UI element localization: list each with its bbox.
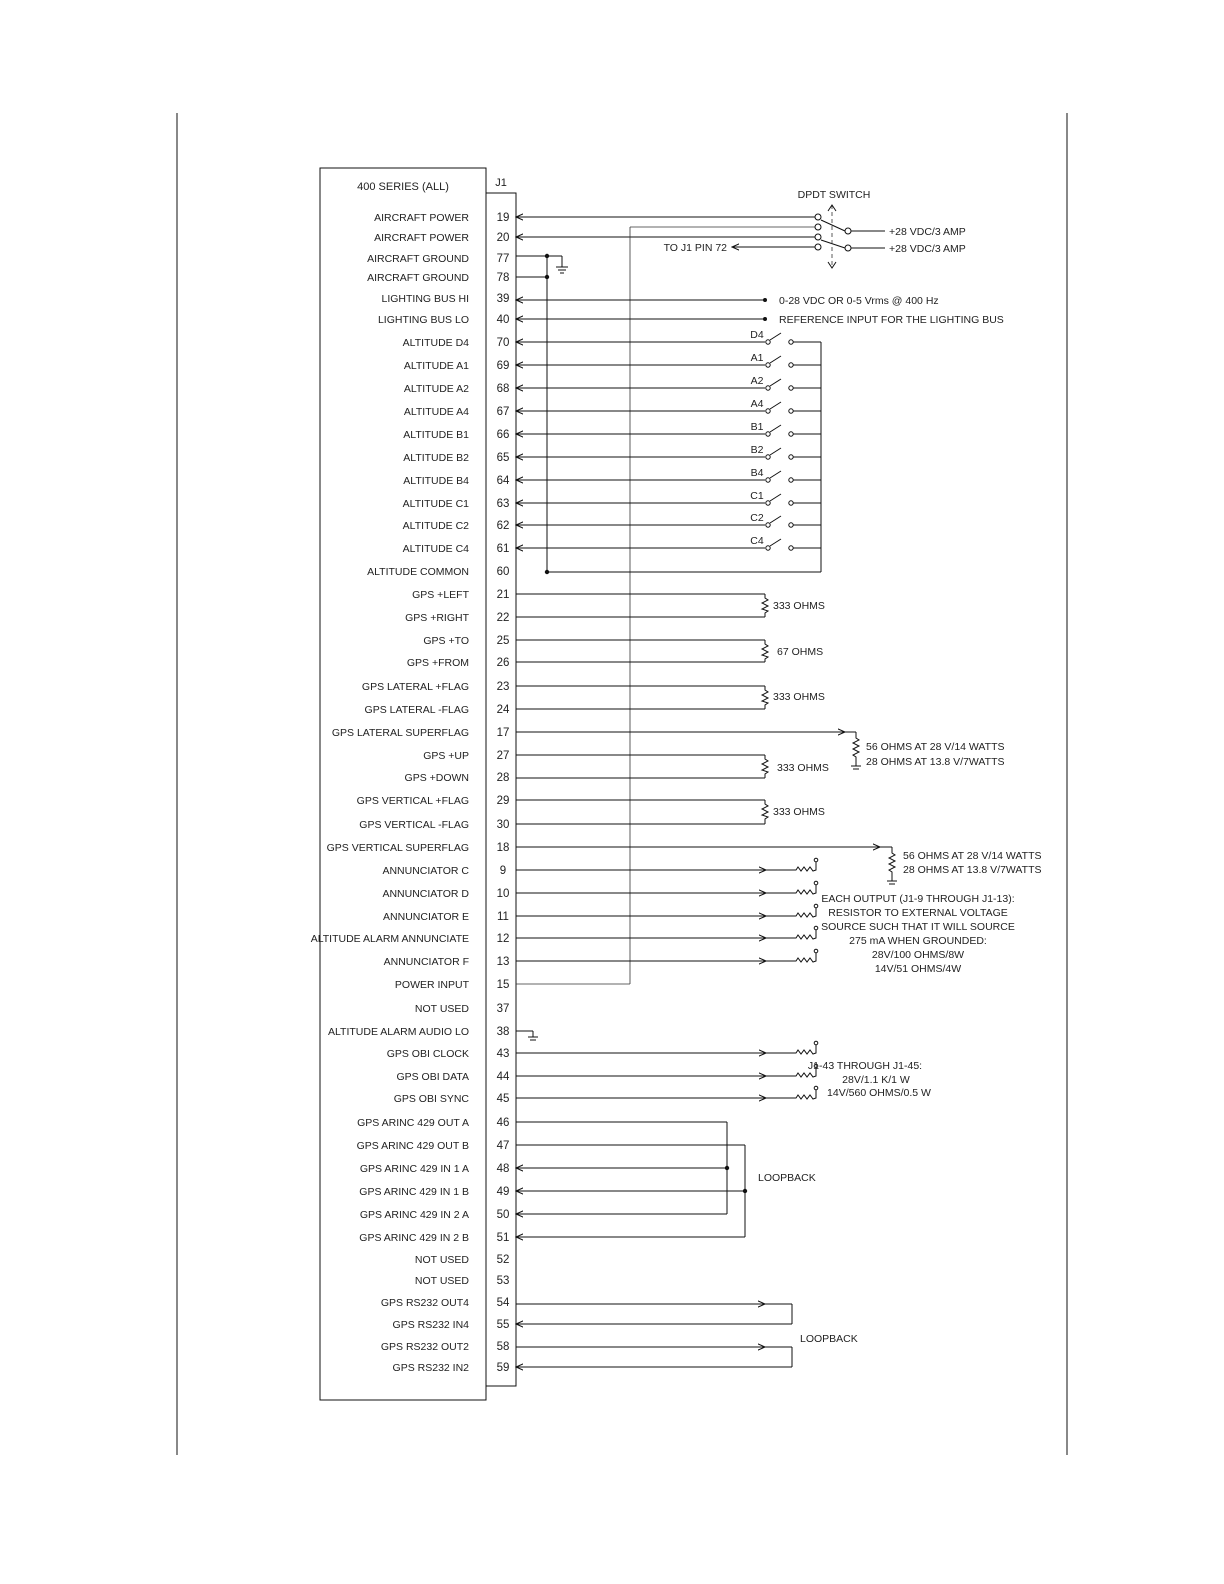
altitude-switch-label: A2 xyxy=(750,375,764,387)
pin-signal-label: GPS OBI CLOCK xyxy=(386,1048,469,1060)
pin-signal-label: GPS ARINC 429 IN 1 A xyxy=(359,1163,469,1175)
pin-number: 18 xyxy=(496,842,510,854)
vertical-superflag-note-2: 28 OHMS AT 13.8 V/7WATTS xyxy=(903,864,1042,876)
obi-note-line: 28V/1.1 K/1 W xyxy=(842,1074,910,1086)
switch-contact xyxy=(789,478,793,482)
pin-number: 70 xyxy=(496,337,510,349)
pin-number: 21 xyxy=(496,589,510,601)
pin-number: 58 xyxy=(496,1341,510,1353)
supply-2-label: +28 VDC/3 AMP xyxy=(889,243,966,255)
switch-contact xyxy=(766,501,770,505)
switch-blade xyxy=(770,516,781,523)
pin-number: 25 xyxy=(496,635,510,647)
rs232-loopback xyxy=(516,1304,858,1367)
supply-1-label: +28 VDC/3 AMP xyxy=(889,226,966,238)
pin-signal-label: NOT USED xyxy=(414,1254,469,1266)
annunciator-note-line: EACH OUTPUT (J1-9 THROUGH J1-13): xyxy=(821,893,1015,905)
pin-number: 43 xyxy=(496,1048,510,1060)
obi-outputs xyxy=(516,1041,818,1099)
altitude-switch-label: A1 xyxy=(750,352,764,364)
pin-signal-label: ANNUNCIATOR C xyxy=(382,865,469,877)
pin-signal-label: ANNUNCIATOR D xyxy=(382,888,469,900)
arinc-loopback-label: LOOPBACK xyxy=(758,1172,816,1184)
annunciator-source-terminal xyxy=(814,881,818,885)
pin-signal-label: ALTITUDE A1 xyxy=(403,360,469,372)
pin-number: 65 xyxy=(496,452,510,464)
pin-signal-label: GPS RS232 OUT2 xyxy=(380,1341,469,1353)
dpdt-switch-label: DPDT SWITCH xyxy=(797,189,871,201)
altitude-switch-label: B4 xyxy=(750,467,764,479)
pin-number: 50 xyxy=(496,1209,510,1221)
pin-number: 78 xyxy=(496,272,510,284)
annunciator-resistor xyxy=(766,862,816,871)
pin-number: 22 xyxy=(496,612,510,624)
resistor-lateral-flag-label: 333 OHMS xyxy=(773,691,825,703)
switch-contact xyxy=(766,363,770,367)
switch-contact xyxy=(789,501,793,505)
pin-signal-label: GPS +UP xyxy=(423,750,469,762)
switch-contact xyxy=(815,214,821,220)
switch-contact xyxy=(789,409,793,413)
pin-number: 69 xyxy=(496,360,510,372)
lighting-hi-note: 0-28 VDC OR 0-5 Vrms @ 400 Hz xyxy=(779,295,939,307)
rs232-loopback-label: LOOPBACK xyxy=(800,1333,858,1345)
pin-signal-label: GPS ARINC 429 OUT B xyxy=(356,1140,469,1152)
pin-signal-label: GPS +TO xyxy=(423,635,469,647)
switch-blade xyxy=(770,539,781,546)
switch-contact xyxy=(815,224,821,230)
pin-number: 45 xyxy=(496,1093,510,1105)
annunciator-note-line: SOURCE SUCH THAT IT WILL SOURCE xyxy=(821,921,1015,933)
pin-signal-label: ALTITUDE B4 xyxy=(403,475,469,487)
pin-number: 60 xyxy=(496,566,510,578)
obi-note xyxy=(808,1060,931,1099)
pin-number: 15 xyxy=(496,979,510,991)
pin-number: 62 xyxy=(496,520,510,532)
pin-signal-label: LIGHTING BUS LO xyxy=(377,314,469,326)
annunciator-source-terminal xyxy=(814,926,818,930)
alarm-audio-ground xyxy=(516,1031,538,1040)
pin-number: 9 xyxy=(499,865,507,877)
switch-contact xyxy=(789,432,793,436)
resistor-to-from-label: 67 OHMS xyxy=(777,646,824,658)
altitude-switch-label: B1 xyxy=(750,421,764,433)
obi-resistor xyxy=(766,1045,816,1054)
pin-number: 12 xyxy=(496,933,510,945)
switch-contact xyxy=(789,523,793,527)
switch-contact xyxy=(766,432,770,436)
switch-contact xyxy=(789,386,793,390)
ground-bus xyxy=(516,254,568,574)
pin-signal-label: ALTITUDE ALARM AUDIO LO xyxy=(327,1026,469,1038)
pin-number: 11 xyxy=(497,911,509,923)
pin-signal-label: GPS ARINC 429 IN 2 A xyxy=(359,1209,469,1221)
pin-signal-label: ALTITUDE B2 xyxy=(403,452,469,464)
pin-signal-label: ANNUNCIATOR E xyxy=(383,911,469,923)
pin-number: 39 xyxy=(496,293,510,305)
switch-blade xyxy=(770,402,781,409)
pin-signal-label: ALTITUDE C4 xyxy=(402,543,469,555)
pin-signal-label: POWER INPUT xyxy=(394,979,469,991)
pin-signal-label: ANNUNCIATOR F xyxy=(383,956,469,968)
annunciator-note-line: 275 mA WHEN GROUNDED: xyxy=(849,935,987,947)
switch-blade xyxy=(770,494,781,501)
power-circuit xyxy=(516,189,966,984)
connector-label: J1 xyxy=(495,177,507,189)
switch-contact xyxy=(766,386,770,390)
switch-blade xyxy=(770,379,781,386)
switch-contact xyxy=(766,455,770,459)
pin-number: 55 xyxy=(496,1319,510,1331)
vertical-superflag-note-1: 56 OHMS AT 28 V/14 WATTS xyxy=(903,850,1042,862)
lighting-circuit xyxy=(516,295,1004,326)
pin-number: 53 xyxy=(496,1275,510,1287)
resistor-to-from xyxy=(516,640,823,662)
switch-pole xyxy=(845,228,851,234)
altitude-switch-label: B2 xyxy=(750,444,764,456)
pin-number: 47 xyxy=(496,1140,510,1152)
pin-signal-label: AIRCRAFT POWER xyxy=(374,212,469,224)
junction-dot xyxy=(545,275,549,279)
to-pin-72-label: TO J1 PIN 72 xyxy=(663,242,727,254)
pin-number: 28 xyxy=(496,772,510,784)
switch-contact xyxy=(789,340,793,344)
resistor-vertical-flag-label: 333 OHMS xyxy=(773,806,825,818)
pin-number: 46 xyxy=(496,1117,510,1129)
pin-number: 63 xyxy=(496,498,510,510)
pin-signal-label: AIRCRAFT POWER xyxy=(374,232,469,244)
pin-signal-label: ALTITUDE COMMON xyxy=(367,566,469,578)
obi-note-line: 14V/560 OHMS/0.5 W xyxy=(827,1087,931,1099)
obi-source-terminal xyxy=(814,1086,818,1090)
pin-signal-label: LIGHTING BUS HI xyxy=(381,293,469,305)
obi-note-line: J1-43 THROUGH J1-45: xyxy=(807,1060,923,1072)
pin-signal-label: GPS +RIGHT xyxy=(405,612,469,624)
lateral-superflag-note-2: 28 OHMS AT 13.8 V/7WATTS xyxy=(866,756,1005,768)
pin-number: 24 xyxy=(496,704,510,716)
pin-signal-label: ALTITUDE C1 xyxy=(402,498,469,510)
pin-signal-label: GPS OBI SYNC xyxy=(393,1093,469,1105)
altitude-switch-label: A4 xyxy=(750,398,764,410)
lateral-superflag-note-1: 56 OHMS AT 28 V/14 WATTS xyxy=(866,741,1005,753)
switch-pole xyxy=(845,245,851,251)
switch-blade xyxy=(770,448,781,455)
switch-contact xyxy=(789,546,793,550)
pin-signal-label: GPS +FROM xyxy=(406,657,469,669)
pin-signal-label: NOT USED xyxy=(414,1275,469,1287)
annunciator-note-line: RESISTOR TO EXTERNAL VOLTAGE xyxy=(828,907,1008,919)
switch-contact xyxy=(789,455,793,459)
pin-number: 44 xyxy=(496,1071,510,1083)
pin-signal-label: ALTITUDE A4 xyxy=(403,406,469,418)
pin-number: 67 xyxy=(496,406,510,418)
annunciator-resistor xyxy=(766,908,816,917)
pin-signal-label: ALTITUDE B1 xyxy=(403,429,469,441)
pin-signal-label: GPS RS232 OUT4 xyxy=(380,1297,469,1309)
obi-resistor xyxy=(766,1090,816,1099)
altitude-switch-label: D4 xyxy=(750,329,764,341)
pin-number: 30 xyxy=(496,819,510,831)
pin-number: 49 xyxy=(496,1186,510,1198)
pin-number: 27 xyxy=(496,750,510,762)
pin-number: 68 xyxy=(496,383,510,395)
altitude-switch-label: C4 xyxy=(750,535,764,547)
pin-number: 23 xyxy=(496,681,510,693)
resistor-up-down xyxy=(516,755,829,778)
pin-signal-label: GPS ARINC 429 IN 1 B xyxy=(359,1186,469,1198)
resistor-vertical-flag xyxy=(516,800,825,824)
junction-dot xyxy=(545,254,549,258)
annunciator-resistor xyxy=(766,885,816,894)
pin-signal-label: GPS LATERAL SUPERFLAG xyxy=(331,727,469,739)
pin-signal-label: GPS ARINC 429 OUT A xyxy=(357,1117,469,1129)
altitude-switch-label: C1 xyxy=(750,490,764,502)
annunciator-outputs xyxy=(516,858,818,962)
pin-signal-label: ALTITUDE C2 xyxy=(402,520,469,532)
pin-signal-label: ALTITUDE D4 xyxy=(402,337,469,349)
pin-number: 17 xyxy=(496,727,510,739)
annunciator-note-line: 28V/100 OHMS/8W xyxy=(871,949,965,961)
pin-number: 37 xyxy=(496,1003,510,1015)
pin-signal-label: ALTITUDE ALARM ANNUNCIATE xyxy=(310,933,469,945)
arinc-loopback xyxy=(516,1122,816,1237)
resistor-up-down-label: 333 OHMS xyxy=(777,762,829,774)
annunciator-source-terminal xyxy=(814,858,818,862)
switch-contact xyxy=(815,234,821,240)
pin-number: 59 xyxy=(496,1362,510,1374)
pin-number: 48 xyxy=(496,1163,510,1175)
unit-title: 400 SERIES (ALL) xyxy=(357,181,449,193)
resistor-left-right-label: 333 OHMS xyxy=(773,600,825,612)
switch-contact xyxy=(766,478,770,482)
pin-number: 54 xyxy=(496,1297,510,1309)
pin-number: 40 xyxy=(496,314,510,326)
switch-contact xyxy=(766,546,770,550)
pin-signal-label: GPS RS232 IN4 xyxy=(392,1319,469,1331)
pin-number: 19 xyxy=(496,212,510,224)
pin-signal-label: AIRCRAFT GROUND xyxy=(367,253,469,265)
switch-contact xyxy=(766,523,770,527)
switch-blade xyxy=(770,333,781,340)
pin-signal-label: AIRCRAFT GROUND xyxy=(367,272,469,284)
annunciator-resistor xyxy=(766,953,816,962)
annunciator-note-line: 14V/51 OHMS/4W xyxy=(874,963,962,975)
switch-contact xyxy=(766,409,770,413)
pin-signal-label: GPS RS232 IN2 xyxy=(392,1362,469,1374)
pin-number: 26 xyxy=(496,657,510,669)
switch-blade xyxy=(770,425,781,432)
pin-signal-label: GPS +LEFT xyxy=(412,589,469,601)
annunciator-note xyxy=(821,893,1015,975)
lateral-superflag-load xyxy=(516,732,1005,769)
pin-signal-label: GPS VERTICAL +FLAG xyxy=(356,795,469,807)
pin-number: 51 xyxy=(496,1232,510,1244)
switch-contact xyxy=(815,244,821,250)
annunciator-source-terminal xyxy=(814,904,818,908)
pin-number: 13 xyxy=(496,956,510,968)
pin-number: 61 xyxy=(496,543,510,555)
switch-blade xyxy=(770,356,781,363)
pin-signal-label: GPS +DOWN xyxy=(404,772,469,784)
pin-signal-label: GPS VERTICAL SUPERFLAG xyxy=(326,842,469,854)
annunciator-source-terminal xyxy=(814,949,818,953)
annunciator-resistor xyxy=(766,930,816,939)
vertical-superflag-load xyxy=(516,847,1042,884)
pin-number: 38 xyxy=(496,1026,510,1038)
pin-signal-label: GPS VERTICAL -FLAG xyxy=(359,819,469,831)
pin-signal-label: GPS OBI DATA xyxy=(396,1071,469,1083)
pin-number: 64 xyxy=(496,475,510,487)
altitude-encoder-switches xyxy=(516,329,821,550)
resistor-lateral-flag xyxy=(516,686,825,709)
switch-contact xyxy=(789,363,793,367)
pin-signal-label: GPS ARINC 429 IN 2 B xyxy=(359,1232,469,1244)
resistor-left-right xyxy=(516,594,825,617)
pin-number: 77 xyxy=(496,253,510,265)
pin-number: 20 xyxy=(496,232,510,244)
pin-number: 29 xyxy=(496,795,510,807)
pin-signal-label: GPS LATERAL +FLAG xyxy=(361,681,469,693)
switch-blade xyxy=(770,471,781,478)
pin-signal-label: NOT USED xyxy=(414,1003,469,1015)
pin-number: 10 xyxy=(496,888,510,900)
obi-source-terminal xyxy=(814,1041,818,1045)
altitude-switch-label: C2 xyxy=(750,512,764,524)
pin-signal-label: GPS LATERAL -FLAG xyxy=(364,704,469,716)
pin-list xyxy=(311,212,510,1374)
switch-contact xyxy=(766,340,770,344)
pin-number: 66 xyxy=(496,429,510,441)
pin-number: 52 xyxy=(496,1254,510,1266)
pin-signal-label: ALTITUDE A2 xyxy=(403,383,469,395)
lighting-lo-note: REFERENCE INPUT FOR THE LIGHTING BUS xyxy=(779,314,1004,326)
